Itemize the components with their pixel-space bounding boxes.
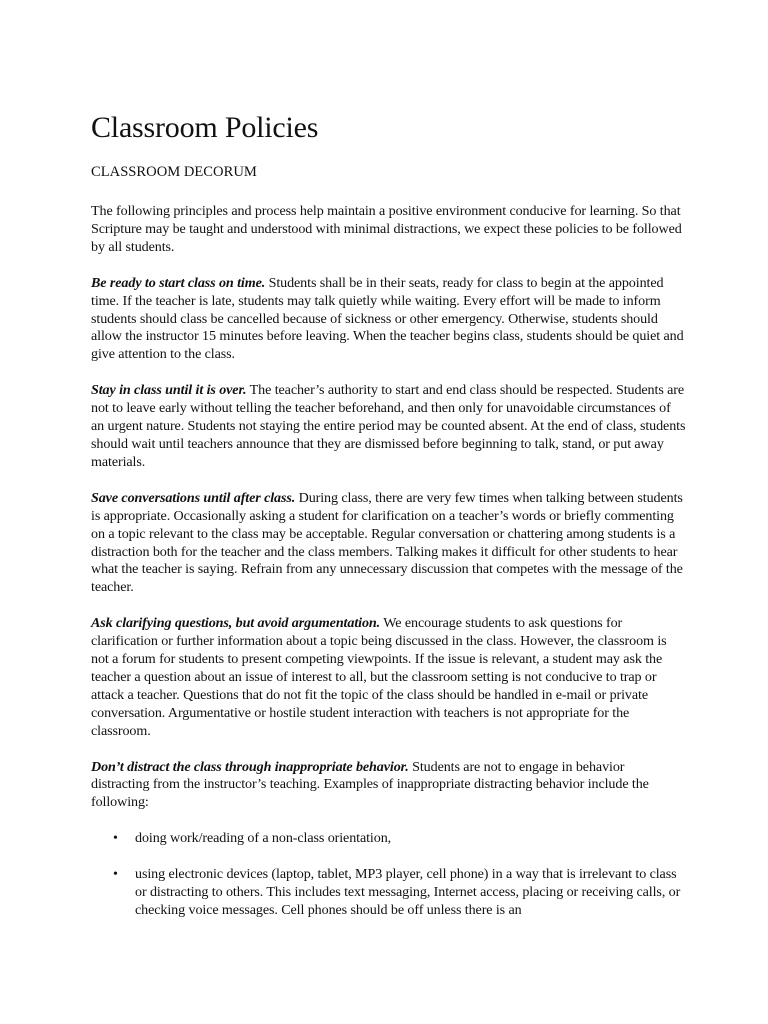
list-item-text: using electronic devices (laptop, tablet, MP3 player, cell phone) in a way that is irrelevant to class or distracting to others. This includes text messaging, Internet access, placing or receiving calls, or checking voice messages. Cell phones should be off unless there is an — [135, 866, 681, 918]
policy-paragraph-save-conversations — [91, 490, 686, 597]
policy-lead: Be ready to start class on time. — [91, 274, 266, 291]
policy-body: Students shall be in their seats, ready for class to begin at the appointed time. If the teacher is late, students may talk quietly while waiting. Every effort will be made to inform students should class be cancelled because of sickness or other emergency. Otherwise, students should allow the instructor 15 minutes before leaving. When the teacher begins class, students should be quiet and give attention to the class. — [91, 274, 684, 363]
intro-paragraph: The following principles and process help maintain a positive environment conducive for learning. So that Scripture may be taught and understood with minimal distractions, we expect these policies to be followed by all students. — [91, 203, 682, 255]
bullet-icon: • — [113, 867, 118, 883]
list-item — [91, 830, 686, 848]
bullet-icon: • — [113, 831, 118, 847]
section-heading: CLASSROOM DECORUM — [91, 164, 257, 180]
policy-body: Students are not to engage in behavior distracting from the instructor’s teaching. Examples of inappropriate distracting behavior include the following: — [91, 758, 649, 811]
list-item-text: doing work/reading of a non-class orientation, — [135, 830, 392, 847]
policy-body: During class, there are very few times when talking between students is appropriate. Occasionally asking a student for clarification on a teacher’s words or briefly commenting on a topic relevant to the class may be acceptable. Regular conversation or chattering among students is a distraction both for the teacher and the class members. Talking makes it difficult for other students to hear what the teacher is saying. Refrain from any unnecessary discussion that competes with the message of the teacher. — [91, 489, 683, 596]
distracting-behavior-list — [91, 830, 686, 920]
list-item — [91, 866, 686, 920]
policy-lead: Save conversations until after class. — [91, 489, 296, 506]
document-page — [91, 108, 686, 938]
policy-paragraph-ready-on-time — [91, 275, 686, 365]
policy-lead: Stay in class until it is over. — [91, 382, 247, 399]
policy-lead: Don’t distract the class through inappropriate behavior. — [91, 758, 409, 775]
page-title: Classroom Policies — [91, 111, 319, 144]
policy-paragraph-clarifying-questions — [91, 615, 686, 740]
policy-lead: Ask clarifying questions, but avoid argumentation. — [91, 615, 381, 632]
policy-body: We encourage students to ask questions for clarification or further information about a topic being discussed in the class. However, the classroom is not a forum for students to present competing viewpoints. If the issue is relevant, a student may ask the teacher a question about an issue of interest to all, but the classroom setting is not conducive to trap or attack a teacher. Questions that do not fit the topic of the class should be handled in e-mail or private conversation. Argumentative or hostile student interaction with teachers is not appropriate for the classroom. — [91, 615, 667, 739]
policy-paragraph-dont-distract — [91, 759, 686, 813]
policy-body: The teacher’s authority to start and end class should be respected. Students are not to leave early without telling the teacher beforehand, and then only for unavoidable circumstances of an urgent nature. Students not staying the entire period may be counted absent. At the end of class, students should wait until teachers announce that they are dismissed before beginning to talk, stand, or put away materials. — [91, 382, 686, 470]
policy-paragraph-stay-in-class — [91, 382, 686, 472]
